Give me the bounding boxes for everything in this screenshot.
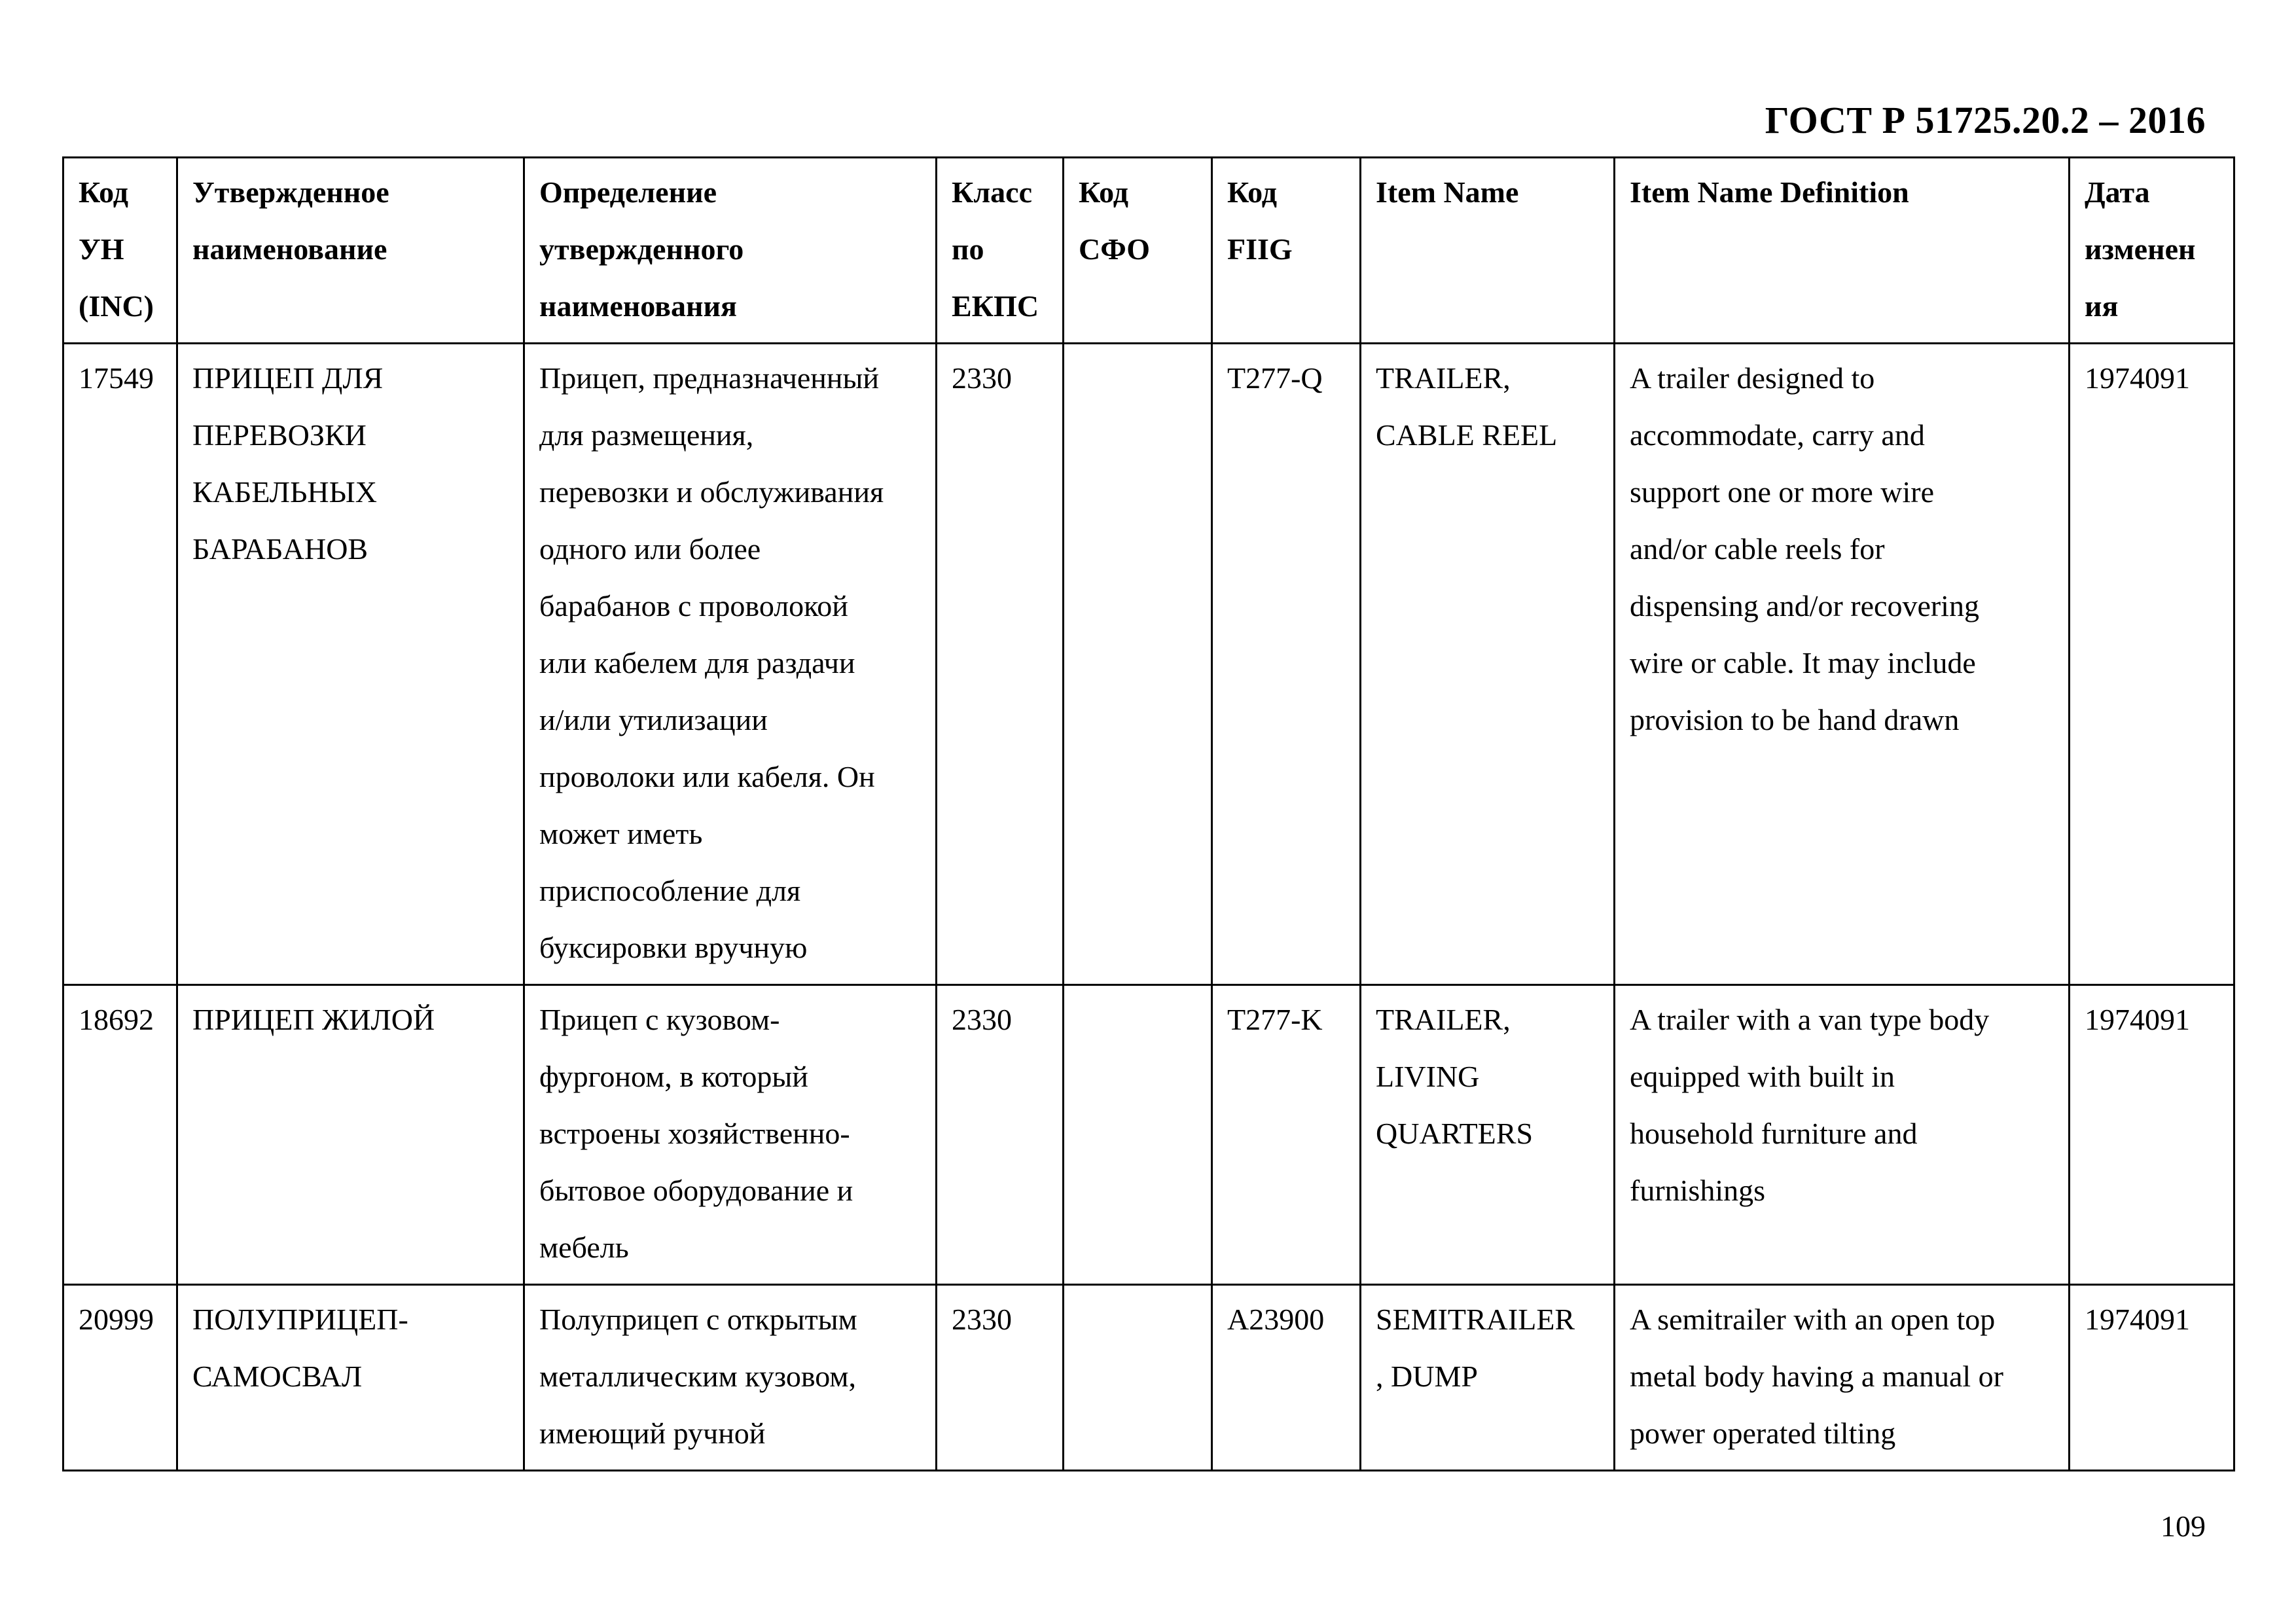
cell-fiig: A23900 [1212,1285,1361,1471]
cell-item-definition: A semitrailer with an open top metal body having a manual or power operated tilting [1615,1285,2070,1471]
cell-fiig: T277-Q [1212,344,1361,985]
cell-date: 1974091 [2070,985,2234,1285]
table-row [63,344,2234,985]
cell-item-name: TRAILER, CABLE REEL [1361,344,1615,985]
cell-class: 2330 [937,1285,1064,1471]
cell-item-name: TRAILER, LIVING QUARTERS [1361,985,1615,1285]
header-sfo-code: Код СФО [1064,158,1212,344]
header-item-name: Item Name [1361,158,1615,344]
item-name-table [62,156,2235,1471]
cell-sfo [1064,1285,1212,1471]
cell-definition: Полуприцеп с открытым металлическим кузовом, имеющий ручной [524,1285,937,1471]
cell-inc: 18692 [63,985,177,1285]
cell-item-name: SEMITRAILER , DUMP [1361,1285,1615,1471]
header-class: Класс по ЕКПС [937,158,1064,344]
cell-class: 2330 [937,344,1064,985]
table-row [63,985,2234,1285]
page-number: 109 [2161,1509,2206,1543]
header-inc-code: Код УН (INC) [63,158,177,344]
header-change-date: Дата изменен ия [2070,158,2234,344]
cell-item-definition: A trailer designed to accommodate, carry and support one or more wire and/or cable reels for dispensing and/or recovering wire or cable. It may include provision to be hand drawn [1615,344,2070,985]
cell-sfo [1064,344,1212,985]
cell-sfo [1064,985,1212,1285]
cell-inc: 17549 [63,344,177,985]
header-approved-name: Утвержденное наименование [177,158,524,344]
cell-approved-name: ПОЛУПРИЦЕП- САМОСВАЛ [177,1285,524,1471]
cell-approved-name: ПРИЦЕП ЖИЛОЙ [177,985,524,1285]
header-fiig-code: Код FIIG [1212,158,1361,344]
header-name-definition: Определение утвержденного наименования [524,158,937,344]
cell-date: 1974091 [2070,1285,2234,1471]
cell-date: 1974091 [2070,344,2234,985]
cell-definition: Прицеп с кузовом- фургоном, в который встроены хозяйственно- бытовое оборудование и мебель [524,985,937,1285]
header-item-name-definition: Item Name Definition [1615,158,2070,344]
table-row [63,1285,2234,1471]
cell-inc: 20999 [63,1285,177,1471]
cell-item-definition: A trailer with a van type body equipped with built in household furniture and furnishings [1615,985,2070,1285]
document-code: ГОСТ Р 51725.20.2 – 2016 [1765,99,2206,141]
cell-fiig: T277-K [1212,985,1361,1285]
cell-approved-name: ПРИЦЕП ДЛЯ ПЕРЕВОЗКИ КАБЕЛЬНЫХ БАРАБАНОВ [177,344,524,985]
cell-class: 2330 [937,985,1064,1285]
cell-definition: Прицеп, предназначенный для размещения, перевозки и обслуживания одного или более барабанов с проволокой или кабелем для раздачи и/или утилизации проволоки или кабеля. Он может иметь приспособление для буксировки вручную [524,344,937,985]
table-header-row [63,158,2234,344]
